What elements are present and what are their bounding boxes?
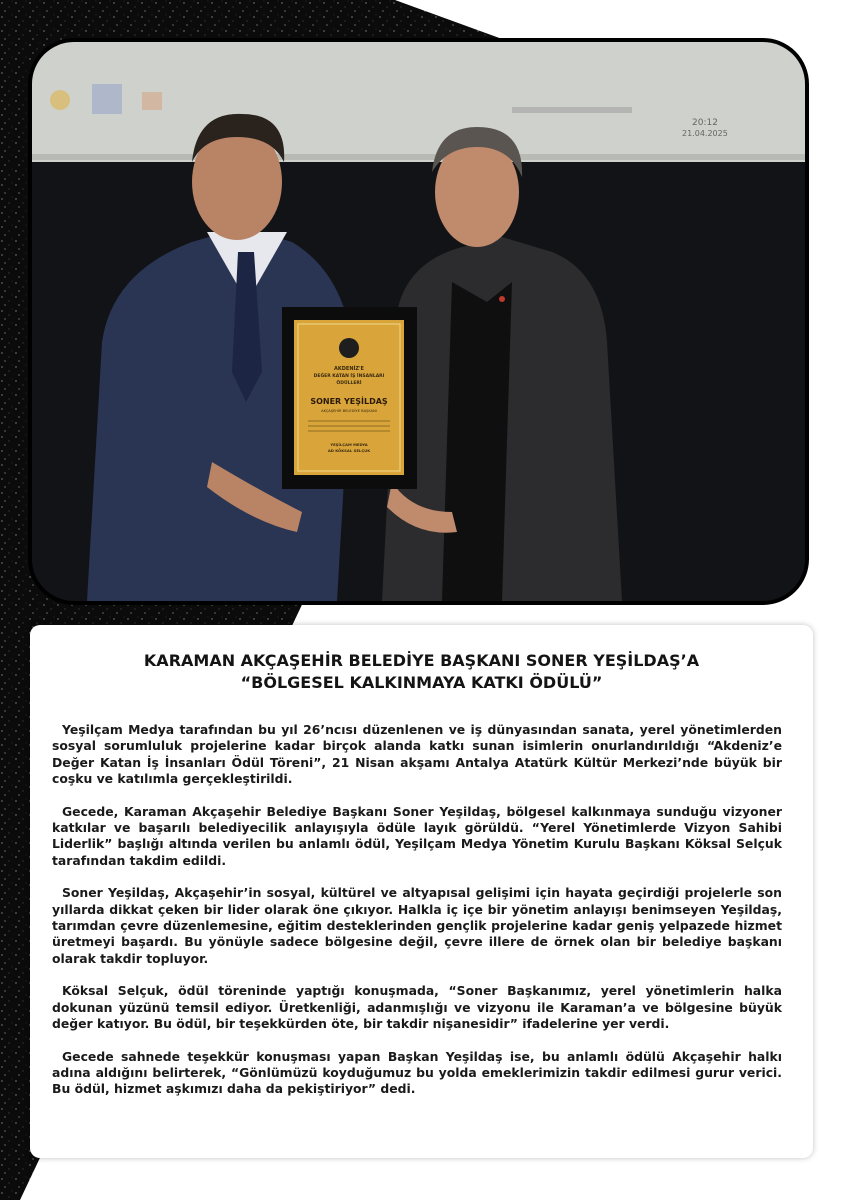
article-body: [52, 722, 782, 1114]
plaque-line3: ÖDÜLLERİ: [336, 381, 362, 386]
plaque-footer1: YEŞİLÇAM MEDYA: [330, 442, 368, 447]
screen-time: 20:12: [692, 118, 718, 128]
headline-line2: “BÖLGESEL KALKINMAYA KATKI ÖDÜLÜ”: [240, 673, 603, 692]
paragraph: Yeşilçam Medya tarafından bu yıl 26’ncısı düzenlenen ve iş dünyasından sanata, yerel yönetimlerden sosyal sorumluluk projelerine kadar birçok alanda katkı sunan isimlerin onurlandırıldığı “Akdeniz’e Değer Katan İş İnsanları Ödül Töreni”, 21 Nisan akşamı Antalya Atatürk Kültür Merkezi’nde büyük bir coşku ve katılımla gerçekleştirildi.: [52, 722, 782, 787]
award-plaque: [282, 307, 417, 489]
paragraph: Gecede sahnede teşekkür konuşması yapan Başkan Yeşildaş ise, bu anlamlı ödülü Akçaşehir halkı adına aldığını belirterek, “Gönlümüzü koyduğumuz bu yolda emeklerimizin takdir edilmesi gurur verici. Bu ödül, hizmet aşkımızı daha da pekiştiriyor” dedi.: [52, 1048, 782, 1097]
award-ceremony-photo: [28, 38, 809, 605]
paragraph: Gecede, Karaman Akçaşehir Belediye Başkanı Soner Yeşildaş, bölgesel kalkınmaya sunduğu vizyoner katkılar ve başarılı belediyecilik anlayışıyla ödüle layık görüldü. “Yerel Yönetimlerde Vizyon Sahibi Liderlik” başlığı altında verilen bu anlamlı ödül, Yeşilçam Medya Yönetim Kurulu Başkanı Köksal Selçuk tarafından takdim edildi.: [52, 803, 782, 868]
headline-line1: KARAMAN AKÇAŞEHİR BELEDİYE BAŞKANI SONER YEŞİLDAŞ’A: [143, 651, 700, 670]
paragraph: Soner Yeşildaş, Akçaşehir’in sosyal, kültürel ve altyapısal gelişimi için hayata geçirdiği projelerle son yıllarda dikkat çeken bir lider olarak öne çıkıyor. Halkla iç içe bir yönetim anlayışı benimseyen Yeşildaş, tarımdan çevre düzenlemesine, eğitim desteklerinden gençlik projelerine kadar geniş yelpazede hizmet üretmeyi başardı. Bu yönüyle sadece bölgesine değil, çevre illere de örnek olan bir belediye başkanı olarak takdir topluyor.: [52, 885, 782, 966]
paragraph: Köksal Selçuk, ödül töreninde yaptığı konuşmada, “Soner Başkanımız, yerel yönetimlerin halka dokunan yüzünü temsil ediyor. Üretkenliği, adanmışlığı ve vizyonu ile Karaman’a ve bölgesine büyük değer katıyor. Bu ödül, bir teşekkürden öte, bir takdir nişanesidir” ifadelerine yer verdi.: [52, 983, 782, 1032]
plaque-title: AKÇAŞEHİR BELEDİYE BAŞKANI: [321, 409, 377, 413]
plaque-line1: AKDENİZ'E: [334, 366, 364, 372]
plaque-name: SONER YEŞİLDAŞ: [310, 397, 388, 406]
plaque-emblem-icon: [339, 338, 359, 358]
screen-date: 21.04.2025: [682, 129, 728, 138]
article-headline: [30, 650, 813, 694]
plaque-footer2: AD KÖKSAL SELÇUK: [327, 448, 371, 453]
plaque-line2: DEĞER KATAN İŞ İNSANLARI: [313, 374, 385, 379]
